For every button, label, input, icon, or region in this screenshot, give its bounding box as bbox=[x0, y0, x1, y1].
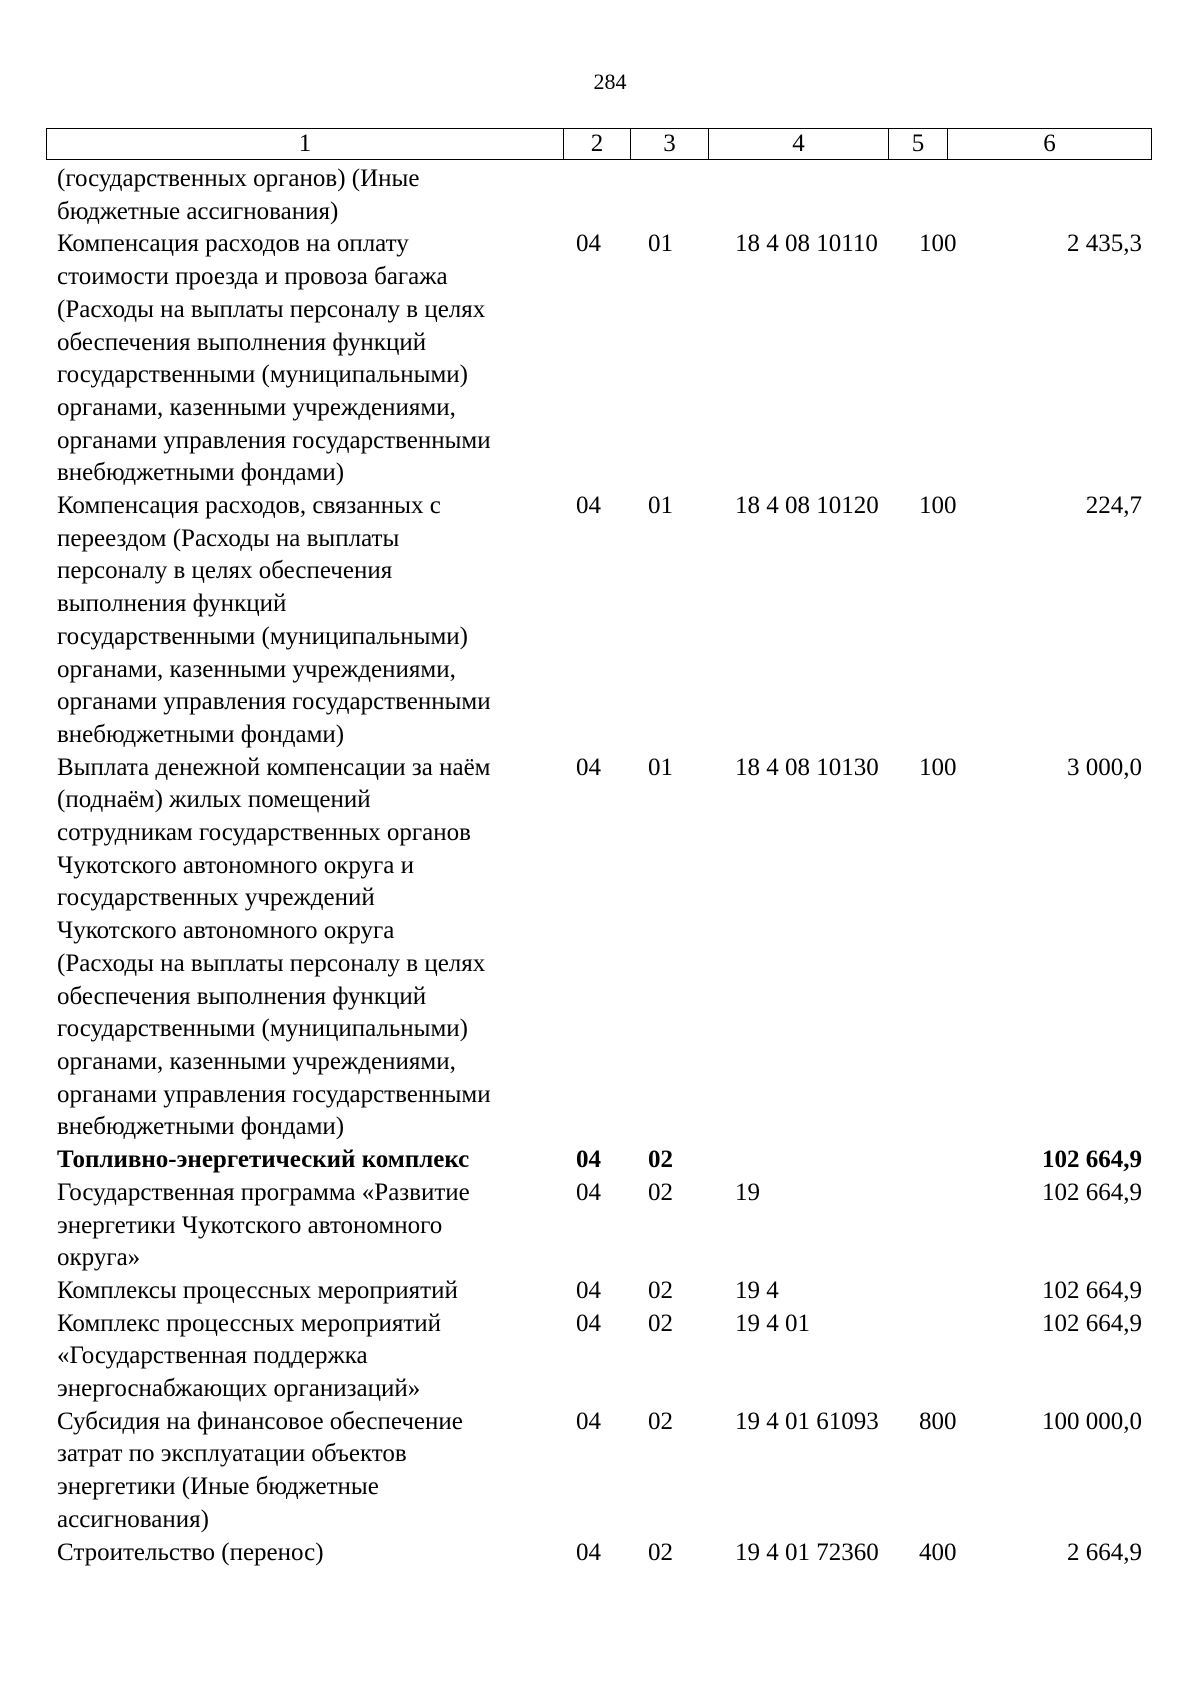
row-name: Выплата денежной компенсации за наём (поднаём) жилых помещений сотрудникам государственных органов Чукотского автономного округа и государственных учреждений Чукотского автономного округа (Расходы на выплаты персоналу в целях обеспечения выполнения функций государственными (муниципальными) органами, казенными учреждениями, органами управления государственными внебюджетными фондами) bbox=[57, 753, 491, 1141]
row-col-2: 04 bbox=[576, 1276, 601, 1304]
row-name: Строительство (перенос) bbox=[57, 1538, 324, 1566]
row-amount: 2 435,3 bbox=[1067, 230, 1142, 258]
row-type-code: 400 bbox=[919, 1538, 957, 1566]
row-name: Комплексы процессных мероприятий bbox=[57, 1276, 458, 1304]
page-number: 284 bbox=[593, 69, 627, 94]
table-row bbox=[46, 490, 1152, 752]
row-type-code: 100 bbox=[919, 492, 957, 520]
table-row bbox=[46, 228, 1152, 490]
row-col-3: 02 bbox=[648, 1309, 673, 1337]
row-code: 18 4 08 10120 bbox=[735, 492, 879, 520]
row-code: 19 4 01 61093 bbox=[735, 1407, 879, 1435]
table-row bbox=[46, 1308, 1152, 1406]
row-col-2: 04 bbox=[576, 230, 601, 258]
row-col-2: 04 bbox=[576, 492, 601, 520]
row-type-code: 100 bbox=[919, 753, 957, 781]
row-code: 19 4 01 72360 bbox=[735, 1538, 879, 1566]
table-row bbox=[46, 1177, 1152, 1275]
table-body bbox=[46, 163, 1152, 1569]
header-col-1: 1 bbox=[298, 130, 312, 157]
row-code: 19 4 bbox=[735, 1276, 779, 1304]
table-row bbox=[46, 1406, 1152, 1537]
row-col-2: 04 bbox=[576, 1178, 601, 1206]
row-amount: 102 664,9 bbox=[1042, 1276, 1142, 1304]
row-code: 19 4 01 bbox=[735, 1309, 810, 1337]
row-col-2: 04 bbox=[576, 1407, 601, 1435]
row-name: Комплекс процессных мероприятий «Государственная поддержка энергоснабжающих организаций» bbox=[57, 1309, 442, 1403]
row-col-2: 04 bbox=[576, 1309, 601, 1337]
row-col-2: 04 bbox=[576, 753, 601, 781]
row-col-2: 04 bbox=[576, 1538, 601, 1566]
row-col-3: 01 bbox=[648, 492, 673, 520]
row-name: Компенсация расходов на оплату стоимости проезда и провоза багажа (Расходы на выплаты персоналу в целях обеспечения выполнения функций государственными (муниципальными) органами, казенными учреждениями, органами управления государственными внебюджетными фондами) bbox=[57, 230, 491, 487]
row-col-3: 02 bbox=[648, 1178, 673, 1206]
row-name: Компенсация расходов, связанных с переездом (Расходы на выплаты персоналу в целях обеспечения выполнения функций государственными (муниципальными) органами, казенными учреждениями, органами управления государственными внебюджетными фондами) bbox=[57, 492, 491, 748]
row-col-2: 04 bbox=[576, 1146, 601, 1174]
row-name: Топливно-энергетический комплекс bbox=[57, 1146, 470, 1174]
header-col-4: 4 bbox=[708, 129, 888, 159]
table-row bbox=[46, 1144, 1152, 1177]
row-name: Государственная программа «Развитие энергетики Чукотского автономного округа» bbox=[57, 1178, 470, 1272]
row-amount: 102 664,9 bbox=[1042, 1309, 1142, 1337]
row-code: 18 4 08 10130 bbox=[735, 753, 879, 781]
table-row bbox=[46, 163, 1152, 228]
row-col-3: 02 bbox=[648, 1407, 673, 1435]
row-amount: 102 664,9 bbox=[1042, 1146, 1142, 1174]
row-col-3: 02 bbox=[648, 1538, 673, 1566]
row-col-3: 01 bbox=[648, 230, 673, 258]
row-amount: 102 664,9 bbox=[1042, 1178, 1142, 1206]
header-col-5: 5 bbox=[888, 129, 947, 159]
table-row bbox=[46, 1537, 1152, 1570]
row-amount: 2 664,9 bbox=[1067, 1538, 1142, 1566]
row-col-3: 02 bbox=[648, 1276, 673, 1304]
row-amount: 224,7 bbox=[1085, 492, 1142, 520]
table-row bbox=[46, 752, 1152, 1144]
row-code: 19 bbox=[735, 1178, 760, 1206]
row-col-3: 01 bbox=[648, 753, 673, 781]
header-col-3: 3 bbox=[630, 129, 708, 159]
row-name: Субсидия на финансовое обеспечение затрат по эксплуатации объектов энергетики (Иные бюджетные ассигнования) bbox=[57, 1407, 463, 1533]
row-code: 18 4 08 10110 bbox=[735, 230, 878, 258]
row-type-code: 800 bbox=[919, 1407, 957, 1435]
row-amount: 100 000,0 bbox=[1042, 1407, 1142, 1435]
header-col-6: 6 bbox=[947, 129, 1151, 159]
header-col-2: 2 bbox=[563, 129, 630, 159]
row-type-code: 100 bbox=[919, 230, 957, 258]
table-header bbox=[46, 128, 1152, 160]
table-row bbox=[46, 1275, 1152, 1308]
row-amount: 3 000,0 bbox=[1067, 753, 1142, 781]
row-col-3: 02 bbox=[648, 1146, 673, 1174]
row-name: (государственных органов) (Иные бюджетные ассигнования) bbox=[57, 165, 420, 225]
